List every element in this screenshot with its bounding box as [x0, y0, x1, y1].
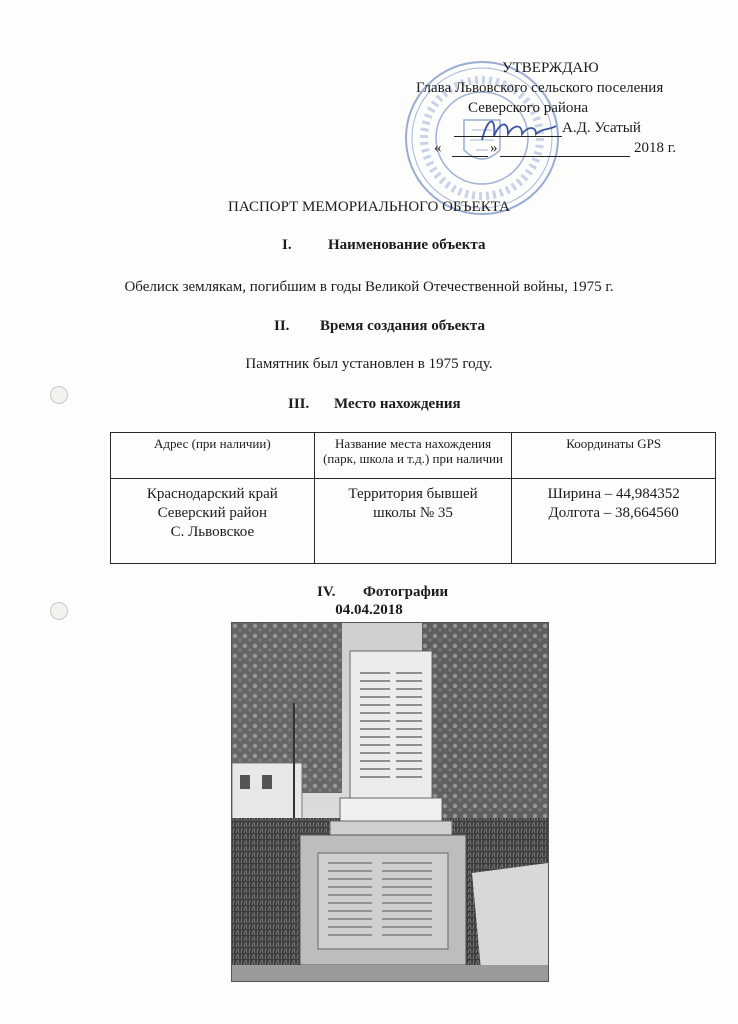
approval-position-line1: Глава Львовского сельского поселения [416, 80, 664, 96]
section-2-heading [274, 318, 485, 335]
section-title: Фотографии [363, 584, 449, 600]
section-title: Место нахождения [334, 396, 461, 412]
location-table [110, 432, 716, 564]
obelisk-photo [231, 622, 549, 982]
cell-place [314, 479, 512, 564]
section-1-text: Обелиск землякам, погибшим в годы Великой Отечественной войны, 1975 г. [124, 279, 614, 295]
table-header-row [111, 433, 716, 479]
approval-date-close: » [490, 140, 498, 156]
section-3-heading [288, 396, 461, 413]
header-gps: Координаты GPS [512, 433, 716, 479]
address-line: Краснодарский край [146, 486, 278, 502]
section-1-heading [282, 237, 485, 254]
header-place: Название места нахождения (парк, школа и т.д.) при наличии [314, 433, 512, 479]
place-line: Территория бывшей [348, 486, 478, 502]
signature-line [454, 136, 562, 137]
table-row [111, 479, 716, 564]
section-title: Наименование объекта [328, 237, 486, 253]
approval-signer: А.Д. Усатый [562, 120, 641, 136]
header-address: Адрес (при наличии) [111, 433, 315, 479]
address-line: Северский район [157, 505, 268, 521]
address-line: С. Львовское [170, 524, 255, 540]
approval-title: УТВЕРЖДАЮ [502, 60, 599, 76]
section-title: Время создания объекта [320, 318, 485, 334]
date-day-line [452, 156, 488, 157]
section-number: II. [274, 318, 290, 334]
punch-hole [50, 386, 68, 404]
cell-gps [512, 479, 716, 564]
section-2-text: Памятник был установлен в 1975 году. [245, 356, 493, 372]
approval-date-open: « [434, 140, 442, 156]
gps-latitude: Ширина – 44,984352 [547, 486, 680, 502]
section-4-heading [317, 584, 448, 601]
date-month-line [500, 156, 630, 157]
document-title: ПАСПОРТ МЕМОРИАЛЬНОГО ОБЪЕКТА [228, 199, 510, 215]
gps-longitude: Долгота – 38,664560 [548, 505, 679, 521]
section-number: IV. [317, 584, 336, 600]
approval-position-line2: Северского района [468, 100, 589, 116]
place-line: школы № 35 [373, 505, 453, 521]
approval-date-year: 2018 г. [634, 140, 676, 156]
cell-address [111, 479, 315, 564]
section-number: III. [288, 396, 310, 412]
section-number: I. [282, 237, 292, 253]
photo-date: 04.04.2018 [335, 602, 403, 618]
